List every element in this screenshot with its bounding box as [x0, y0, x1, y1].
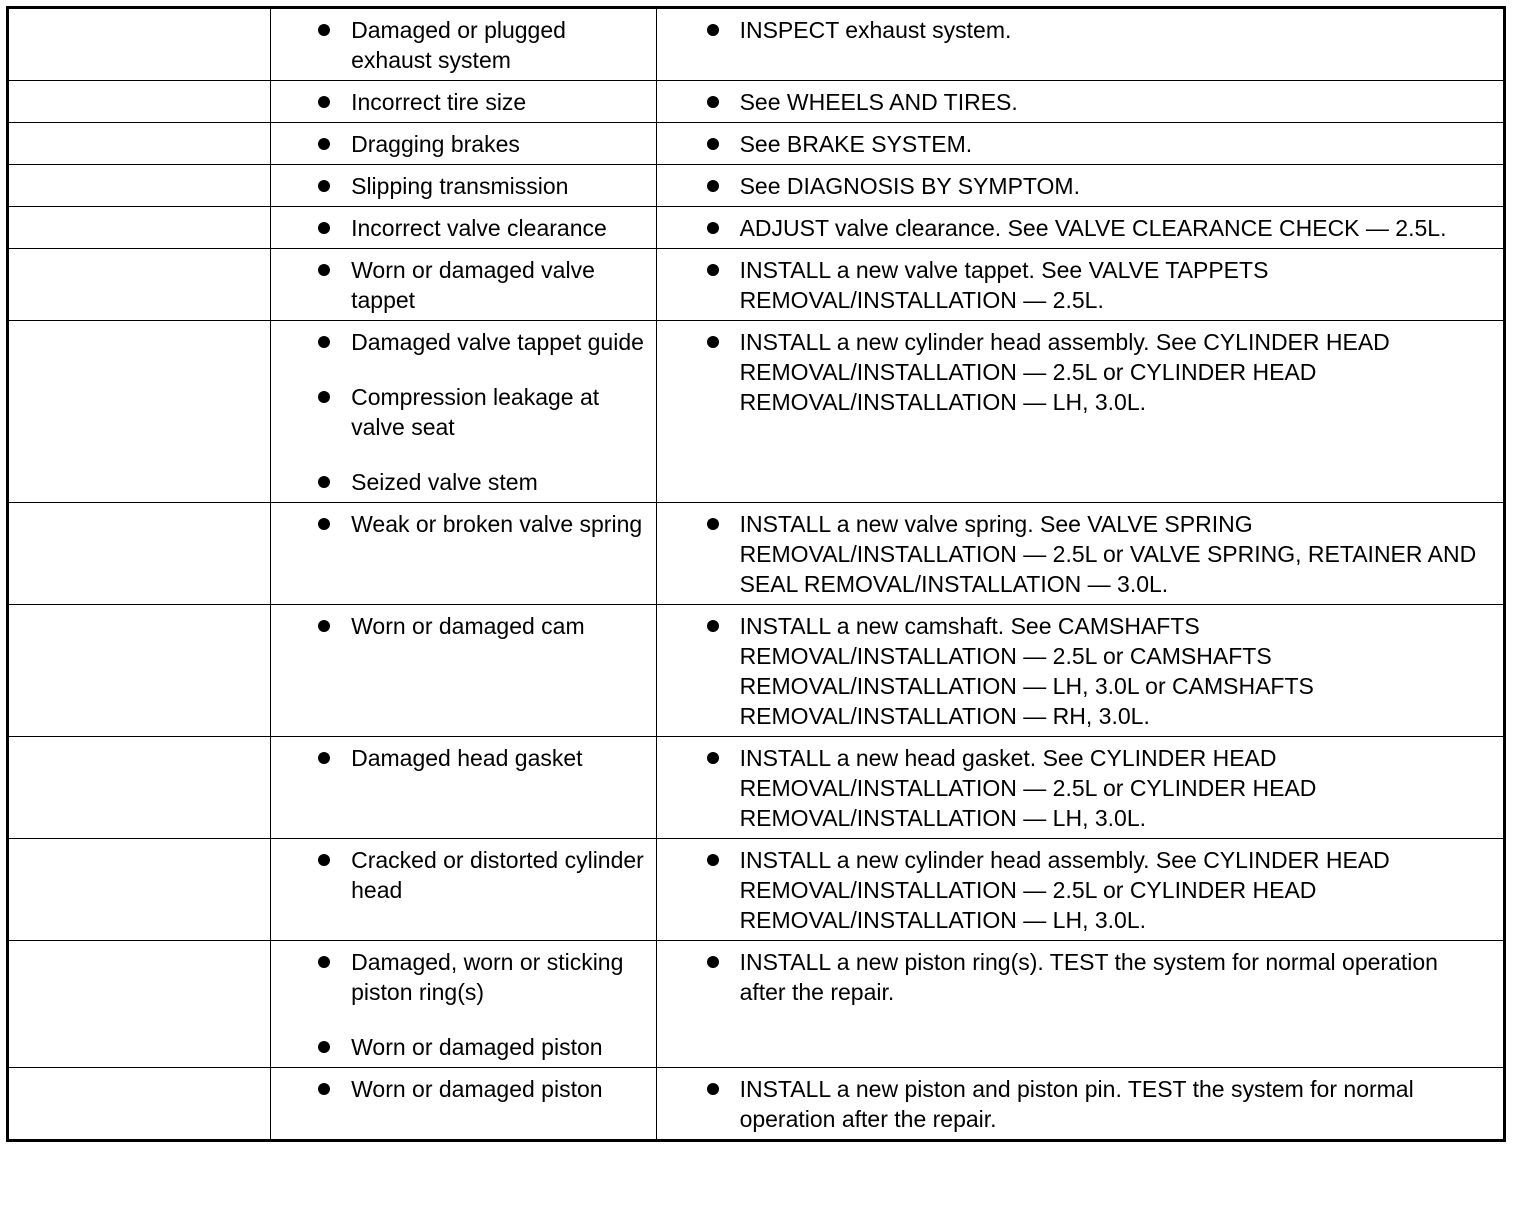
- symptom-cell: [8, 81, 271, 123]
- action-text: INSTALL a new piston ring(s). TEST the system for normal operation after the repair.: [739, 949, 1438, 1005]
- cause-text: Damaged head gasket: [351, 745, 583, 771]
- table-row: [8, 737, 1505, 839]
- cause-text: Weak or broken valve spring: [351, 511, 643, 537]
- bullet-icon: [318, 1041, 330, 1053]
- action-text: INSTALL a new piston and piston pin. TEST the system for normal operation after the repair.: [739, 1076, 1414, 1132]
- cause-cell: [271, 8, 656, 81]
- action-text: INSTALL a new head gasket. See CYLINDER HEAD REMOVAL/INSTALLATION — 2.5L or CYLINDER HEAD REMOVAL/INSTALLATION — LH, 3.0L.: [739, 745, 1317, 831]
- cause-cell: [271, 207, 656, 249]
- symptom-cell: [8, 503, 271, 605]
- action-item: [705, 509, 1483, 599]
- cause-item: [316, 845, 647, 905]
- action-item: [705, 611, 1483, 731]
- cause-cell: [271, 321, 656, 503]
- symptom-cell: [8, 123, 271, 165]
- bullet-icon: [318, 854, 330, 866]
- table-row: [8, 207, 1505, 249]
- bullet-icon: [318, 96, 330, 108]
- cause-text: Dragging brakes: [351, 131, 520, 157]
- cause-item: [316, 171, 647, 201]
- cause-item: [316, 87, 647, 117]
- action-text: INSTALL a new cylinder head assembly. See CYLINDER HEAD REMOVAL/INSTALLATION — 2.5L or CYLINDER HEAD REMOVAL/INSTALLATION — LH, 3.0L.: [739, 329, 1390, 415]
- action-item: [705, 947, 1483, 1007]
- bullet-icon: [707, 222, 719, 234]
- cause-text: Seized valve stem: [351, 469, 538, 495]
- action-item: [705, 743, 1483, 833]
- table-row: [8, 839, 1505, 941]
- table-row: [8, 941, 1505, 1068]
- action-cell: [656, 605, 1504, 737]
- cause-item: [316, 509, 647, 539]
- cause-text: Worn or damaged cam: [351, 613, 585, 639]
- bullet-icon: [318, 180, 330, 192]
- bullet-icon: [707, 518, 719, 530]
- cause-text: Compression leakage at valve seat: [351, 384, 600, 440]
- table-row: [8, 123, 1505, 165]
- action-text: ADJUST valve clearance. See VALVE CLEARANCE CHECK — 2.5L.: [739, 215, 1447, 241]
- cause-item: [316, 467, 647, 497]
- bullet-icon: [707, 180, 719, 192]
- symptom-cell: [8, 165, 271, 207]
- action-text: See DIAGNOSIS BY SYMPTOM.: [739, 173, 1080, 199]
- table-row: [8, 503, 1505, 605]
- bullet-icon: [318, 752, 330, 764]
- action-text: INSPECT exhaust system.: [739, 17, 1012, 43]
- cause-item: [316, 1032, 647, 1062]
- table-row: [8, 605, 1505, 737]
- cause-cell: [271, 737, 656, 839]
- cause-cell: [271, 839, 656, 941]
- table-row: [8, 249, 1505, 321]
- action-cell: [656, 8, 1504, 81]
- cause-text: Incorrect tire size: [351, 89, 527, 115]
- cause-text: Worn or damaged piston: [351, 1076, 603, 1102]
- action-text: INSTALL a new valve spring. See VALVE SPRING REMOVAL/INSTALLATION — 2.5L or VALVE SPRING, RETAINER AND SEAL REMOVAL/INSTALLATION — 3.0L.: [739, 511, 1477, 597]
- cause-text: Damaged or plugged exhaust system: [351, 17, 566, 73]
- action-cell: [656, 839, 1504, 941]
- cause-item: [316, 129, 647, 159]
- cause-cell: [271, 165, 656, 207]
- cause-cell: [271, 503, 656, 605]
- symptom-cell: [8, 207, 271, 249]
- action-cell: [656, 81, 1504, 123]
- action-text: INSTALL a new valve tappet. See VALVE TAPPETS REMOVAL/INSTALLATION — 2.5L.: [739, 257, 1269, 313]
- table-row: [8, 321, 1505, 503]
- bullet-icon: [318, 222, 330, 234]
- action-item: [705, 845, 1483, 935]
- bullet-icon: [318, 1083, 330, 1095]
- cause-text: Damaged, worn or sticking piston ring(s): [351, 949, 624, 1005]
- symptom-cell: [8, 8, 271, 81]
- cause-text: Cracked or distorted cylinder head: [351, 847, 644, 903]
- action-item: [705, 87, 1483, 117]
- bullet-icon: [318, 476, 330, 488]
- cause-item: [316, 327, 647, 357]
- cause-cell: [271, 123, 656, 165]
- table-row: [8, 81, 1505, 123]
- symptom-cell: [8, 737, 271, 839]
- bullet-icon: [707, 620, 719, 632]
- action-cell: [656, 165, 1504, 207]
- diagnosis-table: [6, 6, 1506, 1142]
- action-text: INSTALL a new camshaft. See CAMSHAFTS REMOVAL/INSTALLATION — 2.5L or CAMSHAFTS REMOVAL/INSTALLATION — LH, 3.0L or CAMSHAFTS REMOVAL/INSTALLATION — RH, 3.0L.: [739, 613, 1314, 729]
- cause-text: Slipping transmission: [351, 173, 569, 199]
- bullet-icon: [318, 336, 330, 348]
- cause-item: [316, 947, 647, 1007]
- bullet-icon: [318, 391, 330, 403]
- cause-text: Worn or damaged piston: [351, 1034, 603, 1060]
- cause-text: Incorrect valve clearance: [351, 215, 607, 241]
- bullet-icon: [318, 264, 330, 276]
- symptom-cell: [8, 605, 271, 737]
- action-text: INSTALL a new cylinder head assembly. See CYLINDER HEAD REMOVAL/INSTALLATION — 2.5L or CYLINDER HEAD REMOVAL/INSTALLATION — LH, 3.0L.: [739, 847, 1390, 933]
- cause-item: [316, 255, 647, 315]
- cause-cell: [271, 605, 656, 737]
- bullet-icon: [707, 24, 719, 36]
- action-cell: [656, 737, 1504, 839]
- cause-item: [316, 1074, 647, 1104]
- cause-item: [316, 15, 647, 75]
- symptom-cell: [8, 321, 271, 503]
- bullet-icon: [707, 336, 719, 348]
- bullet-icon: [707, 854, 719, 866]
- bullet-icon: [318, 24, 330, 36]
- cause-item: [316, 743, 647, 773]
- bullet-icon: [707, 138, 719, 150]
- cause-item: [316, 611, 647, 641]
- action-item: [705, 213, 1483, 243]
- action-cell: [656, 321, 1504, 503]
- cause-item: [316, 213, 647, 243]
- action-cell: [656, 1068, 1504, 1141]
- action-item: [705, 129, 1483, 159]
- cause-cell: [271, 941, 656, 1068]
- action-text: See BRAKE SYSTEM.: [739, 131, 973, 157]
- bullet-icon: [318, 620, 330, 632]
- action-cell: [656, 207, 1504, 249]
- action-item: [705, 327, 1483, 417]
- action-cell: [656, 123, 1504, 165]
- bullet-icon: [707, 264, 719, 276]
- bullet-icon: [318, 518, 330, 530]
- bullet-icon: [318, 956, 330, 968]
- action-cell: [656, 249, 1504, 321]
- table-row: [8, 1068, 1505, 1141]
- cause-cell: [271, 1068, 656, 1141]
- bullet-icon: [707, 956, 719, 968]
- action-cell: [656, 503, 1504, 605]
- action-item: [705, 171, 1483, 201]
- cause-text: Worn or damaged valve tappet: [351, 257, 595, 313]
- table-row: [8, 165, 1505, 207]
- action-item: [705, 15, 1483, 45]
- cause-cell: [271, 249, 656, 321]
- action-item: [705, 255, 1483, 315]
- symptom-cell: [8, 941, 271, 1068]
- bullet-icon: [707, 752, 719, 764]
- action-item: [705, 1074, 1483, 1134]
- bullet-icon: [707, 96, 719, 108]
- bullet-icon: [318, 138, 330, 150]
- bullet-icon: [707, 1083, 719, 1095]
- cause-cell: [271, 81, 656, 123]
- cause-item: [316, 382, 647, 442]
- action-text: See WHEELS AND TIRES.: [739, 89, 1018, 115]
- cause-text: Damaged valve tappet guide: [351, 329, 644, 355]
- symptom-cell: [8, 839, 271, 941]
- action-cell: [656, 941, 1504, 1068]
- symptom-cell: [8, 1068, 271, 1141]
- table-row: [8, 8, 1505, 81]
- symptom-cell: [8, 249, 271, 321]
